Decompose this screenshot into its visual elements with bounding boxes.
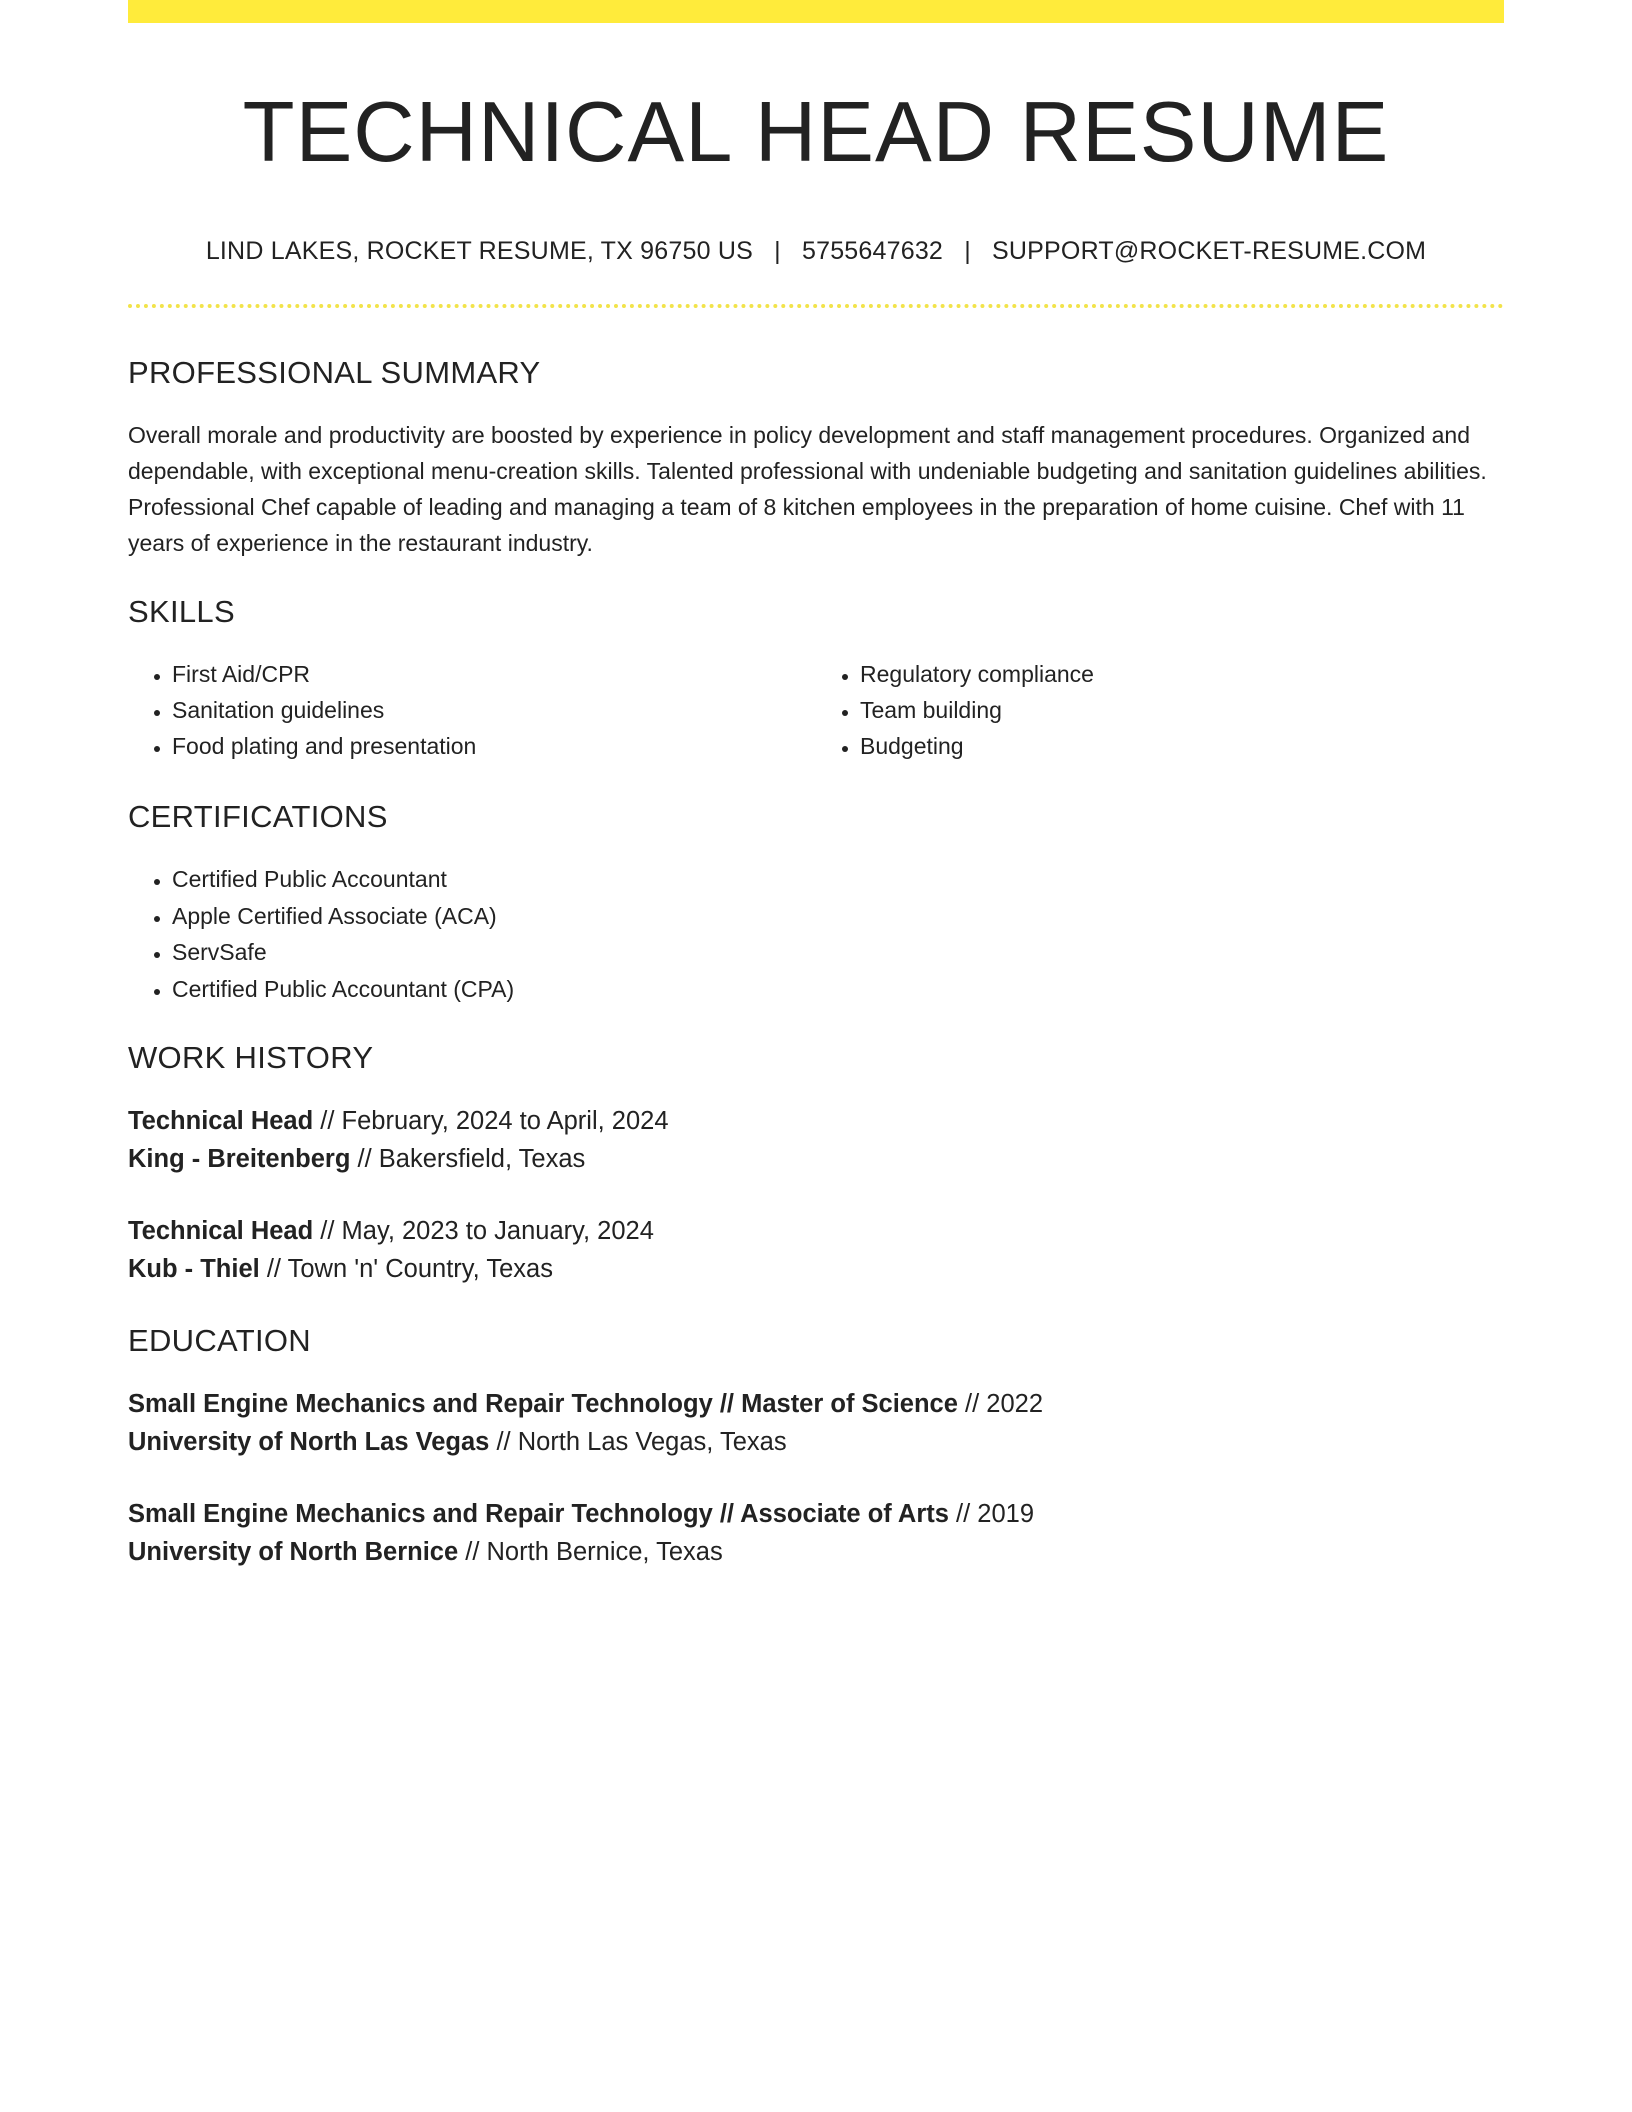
skill-item: • Budgeting xyxy=(860,728,1504,764)
education-entry xyxy=(128,1495,1504,1571)
separator: // xyxy=(465,1538,480,1567)
work-entry xyxy=(128,1102,1504,1178)
certification-item: • Certified Public Accountant (CPA) xyxy=(172,971,1504,1008)
skills-grid xyxy=(128,656,1504,764)
contact-separator: | xyxy=(964,236,971,265)
skills-list-left xyxy=(128,656,816,764)
job-title: Technical Head xyxy=(128,1107,314,1136)
degree-year: 2019 xyxy=(977,1500,1035,1529)
skills-list-right xyxy=(816,656,1504,764)
separator: // xyxy=(956,1500,971,1529)
skill-item: • First Aid/CPR xyxy=(172,656,816,692)
certification-item: • Apple Certified Associate (ACA) xyxy=(172,898,1504,935)
school-name: University of North Las Vegas xyxy=(128,1428,490,1457)
degree-line xyxy=(128,1495,1504,1533)
job-dates: May, 2023 to January, 2024 xyxy=(341,1217,654,1246)
employer-line xyxy=(128,1140,1504,1178)
summary-paragraph: Overall morale and productivity are boosted by experience in policy development and staff management procedures. Organized and dependable, with exceptional menu-creation skills. Talented professional with undeniable budgeting and sanitation guidelines abilities. Professional Chef capable of leading and managing a team of 8 kitchen employees in the preparation of home cuisine. Chef with 11 years of experience in the restaurant industry. xyxy=(128,421,1487,556)
contact-address: LIND LAKES, ROCKET RESUME, TX 96750 US xyxy=(205,236,753,265)
job-dates: February, 2024 to April, 2024 xyxy=(341,1107,669,1136)
skill-item: • Team building xyxy=(860,692,1504,728)
employer-name: King - Breitenberg xyxy=(128,1145,351,1174)
resume-title: TECHNICAL HEAD RESUME xyxy=(242,85,1390,180)
contact-phone: 5755647632 xyxy=(801,236,944,265)
degree-name: Small Engine Mechanics and Repair Technology // Master of Science xyxy=(128,1390,958,1419)
certifications-list xyxy=(128,861,1504,1007)
degree-year: 2022 xyxy=(986,1390,1044,1419)
skill-item: • Sanitation guidelines xyxy=(172,692,816,728)
contact-separator: | xyxy=(774,236,781,265)
school-line xyxy=(128,1533,1504,1571)
contact-email: SUPPORT@ROCKET-RESUME.COM xyxy=(992,236,1427,265)
separator: // xyxy=(320,1217,335,1246)
separator: // xyxy=(266,1255,281,1284)
employer-line xyxy=(128,1250,1504,1288)
employer-location: Bakersfield, Texas xyxy=(378,1145,586,1174)
school-name: University of North Bernice xyxy=(128,1538,459,1567)
separator: // xyxy=(965,1390,980,1419)
skill-item: • Regulatory compliance xyxy=(860,656,1504,692)
dotted-divider xyxy=(128,304,1504,308)
education-heading: EDUCATION xyxy=(128,1323,311,1359)
certifications-heading: CERTIFICATIONS xyxy=(128,798,388,834)
separator: // xyxy=(496,1428,511,1457)
work-history-heading: WORK HISTORY xyxy=(128,1040,374,1076)
school-location: North Las Vegas, Texas xyxy=(517,1428,787,1457)
work-entry xyxy=(128,1212,1504,1288)
certification-item: • ServSafe xyxy=(172,934,1504,971)
separator: // xyxy=(320,1107,335,1136)
summary-heading: PROFESSIONAL SUMMARY xyxy=(128,354,541,390)
education-entry xyxy=(128,1385,1504,1461)
contact-line xyxy=(128,236,1504,266)
employer-location: Town 'n' Country, Texas xyxy=(287,1255,553,1284)
school-line xyxy=(128,1423,1504,1461)
employer-name: Kub - Thiel xyxy=(128,1255,260,1284)
separator: // xyxy=(357,1145,372,1174)
skills-heading: SKILLS xyxy=(128,593,235,629)
degree-name: Small Engine Mechanics and Repair Technology // Associate of Arts xyxy=(128,1500,949,1529)
job-title: Technical Head xyxy=(128,1217,314,1246)
work-title-line xyxy=(128,1102,1504,1140)
resume-page xyxy=(128,0,1504,1571)
degree-line xyxy=(128,1385,1504,1423)
accent-top-bar xyxy=(128,0,1504,23)
certification-item: • Certified Public Accountant xyxy=(172,861,1504,898)
skill-item: • Food plating and presentation xyxy=(172,728,816,764)
school-location: North Bernice, Texas xyxy=(486,1538,723,1567)
work-title-line xyxy=(128,1212,1504,1250)
